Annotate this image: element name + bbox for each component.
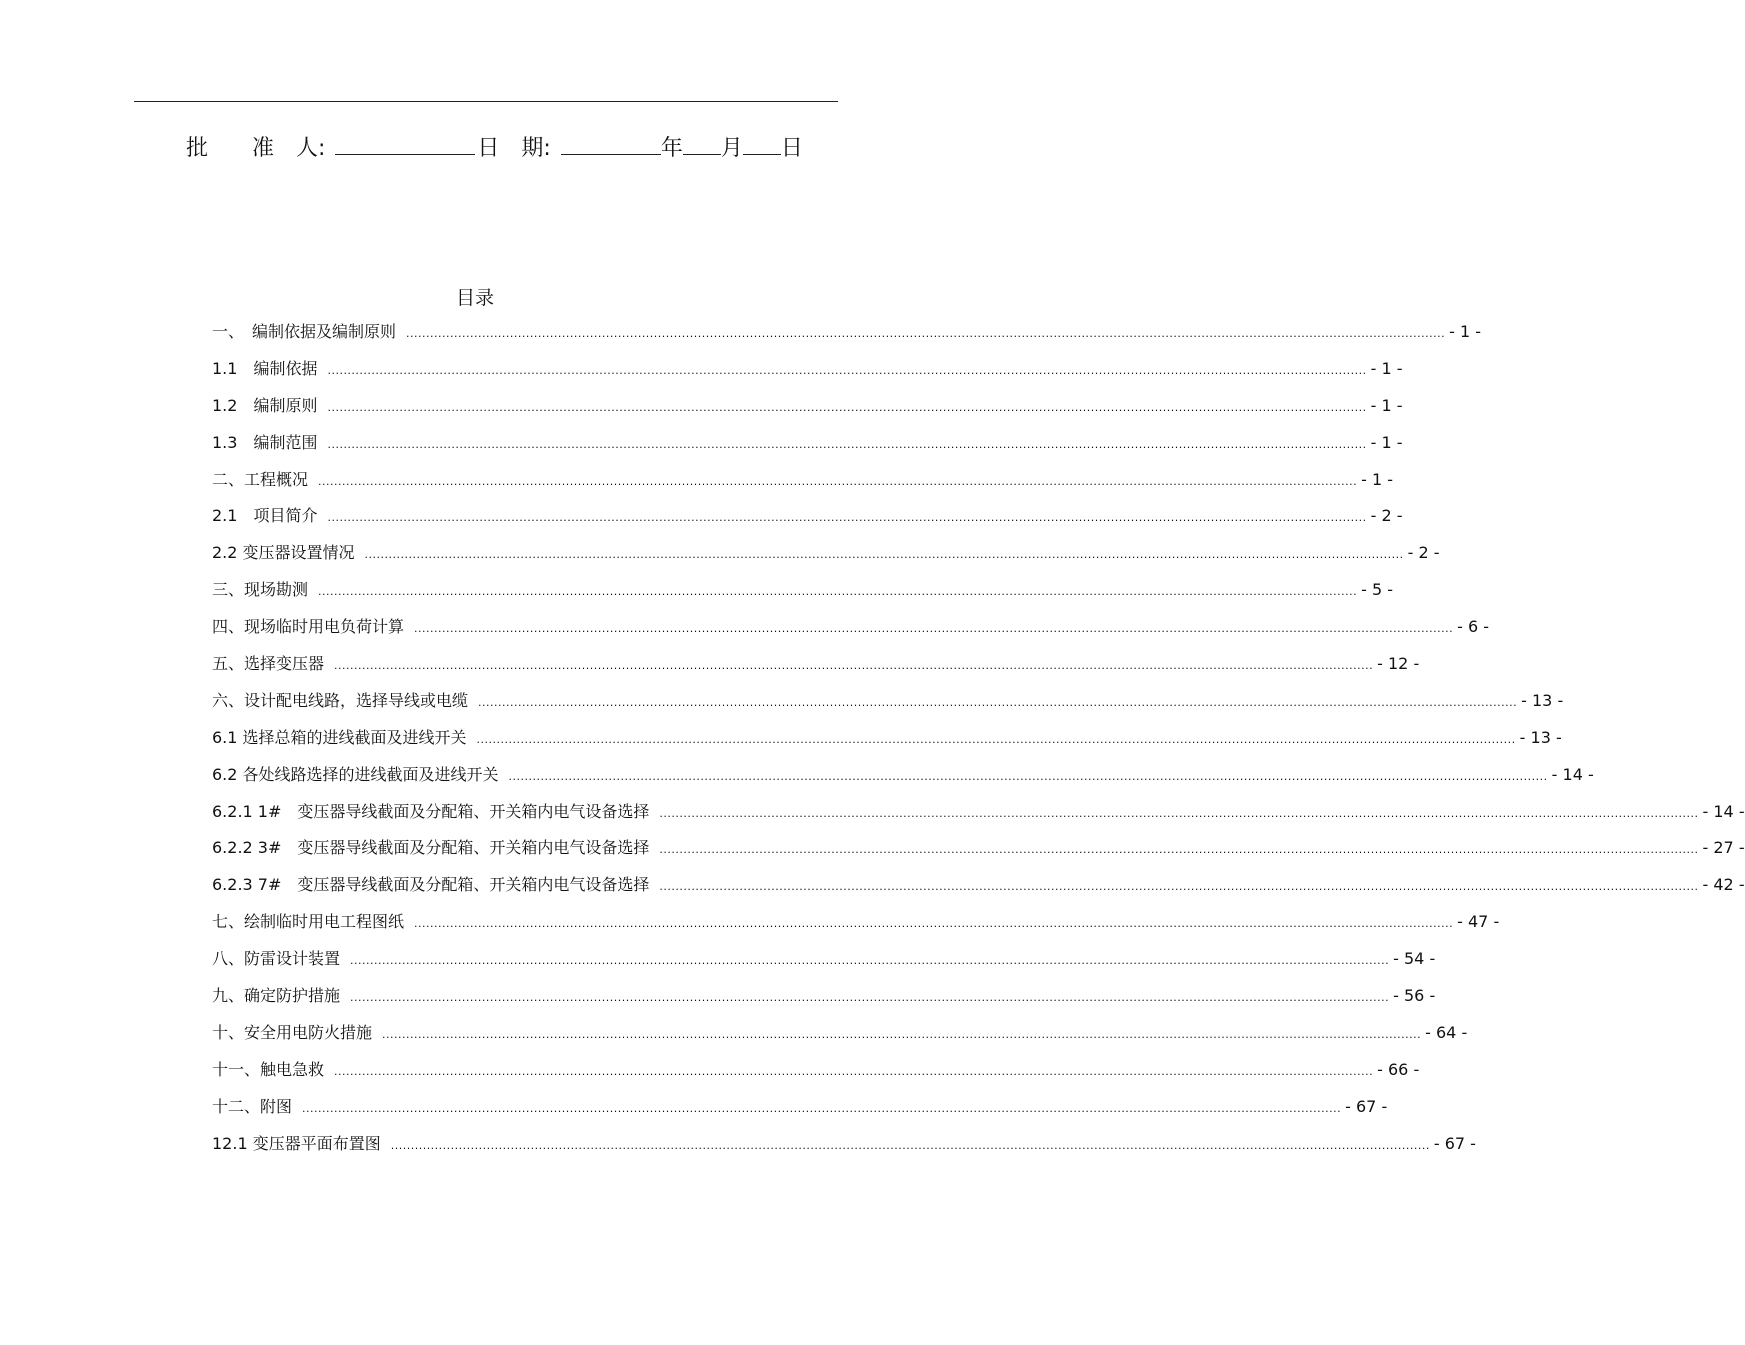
toc-entry-label: 6.2.3 7# 变压器导线截面及分配箱、开关箱内电气设备选择	[212, 875, 650, 895]
toc-entry-page: - 67 -	[1345, 1096, 1388, 1116]
toc-entry[interactable]	[212, 609, 1490, 646]
toc-entry-label: 2.1 项目简介	[212, 506, 318, 526]
toc-entry-page: - 67 -	[1433, 1133, 1476, 1153]
toc-entry[interactable]	[212, 388, 1403, 425]
toc-entry[interactable]	[212, 978, 1436, 1015]
toc-entry-label: 二、工程概况	[212, 469, 309, 489]
toc-leader-dots: ....................................................................................................................................................................................................................................................................	[382, 1027, 1422, 1041]
toc-entry[interactable]	[212, 498, 1403, 535]
day-label: 日	[780, 136, 803, 161]
toc-entry-page: - 14 -	[1551, 764, 1594, 784]
toc-entry-label: 十、安全用电防火措施	[212, 1022, 373, 1042]
toc-entry-page: - 42 -	[1702, 875, 1745, 895]
toc-entry-page: - 27 -	[1702, 838, 1745, 858]
header-rule	[134, 101, 838, 102]
toc-leader-dots: ....................................................................................................................................................................................................................................................................	[414, 917, 1454, 931]
year-label: 年	[660, 136, 683, 161]
toc-entry-page: - 2 -	[1370, 506, 1403, 526]
year-field[interactable]	[561, 128, 661, 155]
toc-entry-label: 1.3 编制范围	[212, 432, 318, 452]
toc-entry-label: 一、 编制依据及编制原则	[212, 322, 397, 341]
toc-entry-page: - 1 -	[1361, 469, 1394, 489]
toc-leader-dots: ....................................................................................................................................................................................................................................................................	[318, 474, 1358, 488]
toc-entry[interactable]	[212, 351, 1403, 388]
toc-entry-label: 九、确定防护措施	[212, 986, 341, 1006]
toc-leader-dots: ....................................................................................................................................................................................................................................................................	[659, 806, 1699, 820]
toc-leader-dots: ....................................................................................................................................................................................................................................................................	[327, 437, 1367, 451]
toc-entry[interactable]	[212, 904, 1500, 941]
approver-field[interactable]	[335, 128, 475, 155]
toc-entry[interactable]	[212, 683, 1564, 720]
toc-entry-page: - 47 -	[1457, 912, 1500, 932]
toc-leader-dots: ....................................................................................................................................................................................................................................................................	[508, 769, 1548, 783]
toc-leader-dots: ....................................................................................................................................................................................................................................................................	[390, 1138, 1430, 1152]
toc-entry-label: 十一、触电急救	[212, 1059, 325, 1079]
toc-leader-dots: ....................................................................................................................................................................................................................................................................	[334, 659, 1374, 673]
toc-leader-dots: ....................................................................................................................................................................................................................................................................	[327, 363, 1367, 377]
toc-entry[interactable]	[212, 757, 1594, 794]
toc-entry-label: 2.2 变压器设置情况	[212, 543, 355, 563]
toc-entry-label: 五、选择变压器	[212, 654, 325, 674]
toc-entry-page: - 1 -	[1449, 322, 1482, 341]
toc-entry[interactable]	[212, 720, 1562, 757]
toc-entry-page: - 2 -	[1407, 543, 1440, 563]
toc-entry-label: 四、现场临时用电负荷计算	[212, 617, 405, 637]
toc-entry[interactable]	[212, 646, 1420, 683]
month-field[interactable]	[683, 128, 721, 155]
approval-line	[186, 128, 803, 164]
toc-leader-dots: ....................................................................................................................................................................................................................................................................	[350, 954, 1390, 968]
toc-entry[interactable]	[212, 1126, 1476, 1163]
toc-leader-dots: ....................................................................................................................................................................................................................................................................	[476, 732, 1516, 746]
toc-entry-label: 十二、附图	[212, 1096, 293, 1116]
toc-leader-dots: ....................................................................................................................................................................................................................................................................	[414, 622, 1454, 636]
toc-entry[interactable]	[212, 1052, 1420, 1089]
toc-entry[interactable]	[212, 314, 1482, 351]
toc-entry[interactable]	[212, 535, 1440, 572]
day-field[interactable]	[743, 128, 781, 155]
toc-entry-page: - 66 -	[1377, 1059, 1420, 1079]
toc-entry-label: 1.2 编制原则	[212, 395, 318, 415]
toc-entry-label: 6.1 选择总箱的进线截面及进线开关	[212, 727, 467, 747]
toc-entry[interactable]	[212, 941, 1436, 978]
approver-label: 批 准 人:	[186, 136, 326, 161]
toc-leader-dots: ....................................................................................................................................................................................................................................................................	[406, 327, 1446, 340]
table-of-contents	[212, 314, 1745, 1162]
toc-entry[interactable]	[212, 830, 1745, 867]
toc-entry-page: - 64 -	[1425, 1022, 1468, 1042]
toc-entry-page: - 54 -	[1393, 949, 1436, 969]
toc-entry-label: 三、现场勘测	[212, 580, 309, 600]
toc-leader-dots: ....................................................................................................................................................................................................................................................................	[327, 400, 1367, 414]
toc-entry[interactable]	[212, 462, 1394, 499]
toc-leader-dots: ....................................................................................................................................................................................................................................................................	[302, 1101, 1342, 1115]
toc-leader-dots: ....................................................................................................................................................................................................................................................................	[318, 585, 1358, 599]
toc-leader-dots: ....................................................................................................................................................................................................................................................................	[659, 843, 1699, 857]
toc-entry-label: 12.1 变压器平面布置图	[212, 1133, 381, 1153]
toc-entry-label: 6.2.1 1# 变压器导线截面及分配箱、开关箱内电气设备选择	[212, 801, 650, 821]
month-label: 月	[720, 136, 743, 161]
toc-leader-dots: ....................................................................................................................................................................................................................................................................	[478, 695, 1518, 709]
toc-entry-page: - 1 -	[1370, 432, 1403, 452]
toc-entry[interactable]	[212, 425, 1403, 462]
toc-entry-page: - 5 -	[1361, 580, 1394, 600]
toc-entry-label: 八、防雷设计装置	[212, 949, 341, 969]
toc-entry-page: - 1 -	[1370, 395, 1403, 415]
toc-entry-page: - 6 -	[1457, 617, 1490, 637]
toc-entry[interactable]	[212, 794, 1745, 831]
toc-entry-label: 七、绘制临时用电工程图纸	[212, 912, 405, 932]
date-label: 日 期:	[477, 136, 551, 161]
toc-leader-dots: ....................................................................................................................................................................................................................................................................	[364, 548, 1404, 562]
toc-entry-page: - 56 -	[1393, 986, 1436, 1006]
toc-leader-dots: ....................................................................................................................................................................................................................................................................	[350, 991, 1390, 1005]
toc-entry-label: 1.1 编制依据	[212, 358, 318, 378]
toc-leader-dots: ....................................................................................................................................................................................................................................................................	[327, 511, 1367, 525]
toc-title: 目录	[455, 287, 494, 309]
toc-leader-dots: ....................................................................................................................................................................................................................................................................	[659, 880, 1699, 894]
toc-entry-page: - 12 -	[1377, 654, 1420, 674]
toc-entry-label: 6.2.2 3# 变压器导线截面及分配箱、开关箱内电气设备选择	[212, 838, 650, 858]
toc-leader-dots: ....................................................................................................................................................................................................................................................................	[334, 1064, 1374, 1078]
toc-entry-page: - 1 -	[1370, 358, 1403, 378]
toc-entry-page: - 13 -	[1521, 690, 1564, 710]
toc-entry-label: 6.2 各处线路选择的进线截面及进线开关	[212, 764, 499, 784]
toc-entry[interactable]	[212, 867, 1745, 904]
toc-entry[interactable]	[212, 1015, 1468, 1052]
toc-entry-label: 六、设计配电线路，选择导线或电缆	[212, 690, 469, 710]
toc-entry[interactable]	[212, 1089, 1388, 1126]
toc-entry[interactable]	[212, 572, 1394, 609]
toc-entry-page: - 13 -	[1519, 727, 1562, 747]
toc-entry-page: - 14 -	[1702, 801, 1745, 821]
